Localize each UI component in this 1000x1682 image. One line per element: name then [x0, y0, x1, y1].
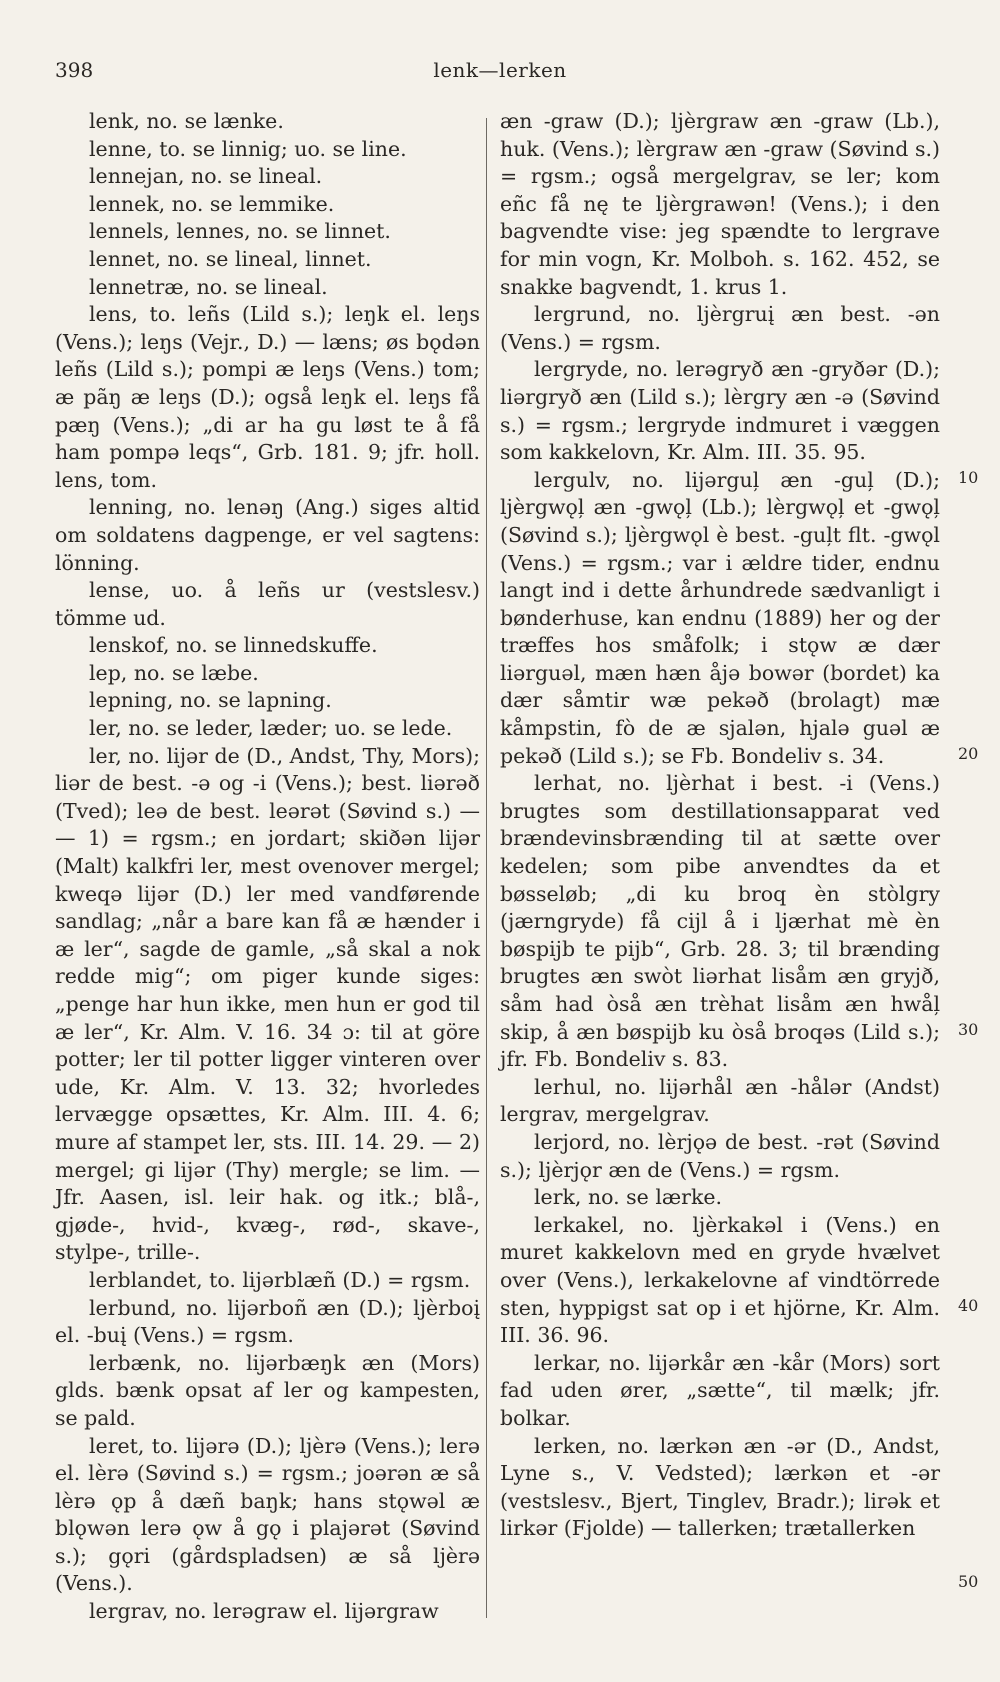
dictionary-entry: lenning, no. lenəŋ (Ang.) siges altid om soldatens dagpenge, er vel sagtens: lönning.: [55, 495, 480, 575]
dictionary-entry: lepning, no. se lapning.: [89, 688, 332, 713]
running-head: lenk—lerken: [433, 58, 567, 82]
dictionary-entry: lense, uo. å leñs ur (vestslesv.) tömme ud.: [55, 578, 480, 630]
dictionary-entry: leret, to. lijərə (D.); ljèrə (Vens.); lerə el. lèrə (Søvind s.) = rgsm.; joərən æ så lèrə ǫp å dæñ baŋk; hans stǫwəl æ blǫwən lerə ǫw å gǫ i plajərət (Søvind s.); gǫri (gårdspladsen) æ så ljèrə (Vens.).: [55, 1433, 480, 1596]
dictionary-entry: lerhul, no. lijərhål æn -hålər (Andst) lergrav, mergelgrav.: [500, 1074, 940, 1127]
dictionary-entry: lerhat, no. ljèrhat i best. -i (Vens.) brugtes som destillationsapparat ved brændevinsbrænding til at sætte over kedelen; som pibe anvendtes da et bøsseløb; „di ku broq èn stòlgry (jærngryde) få cijl å i ljærhat mè èn bøspijb te pijb“, Grb. 28. 3; til brænding brugtes æn swòt liərhat lisåm æn gryjð, såm had òså æn trèhat lisåm æn hwåļ skip, å æn bøspijb ku òså broqəs (Lild s.); jfr. Fb. Bondeliv s. 83.: [500, 771, 940, 1072]
dictionary-entry: lerkar, no. lijərkår æn -kår (Mors) sort fad uden ører, „sætte“, til mælk; jfr. bolkar.: [500, 1350, 940, 1430]
dictionary-entry: lerkakel, no. ljèrkakəl i (Vens.) en muret kakkelovn med en gryde hvælvet over (Vens.), lerkakelovne af vindtörrede sten, hyppigst sat op i et hjörne, Kr. Alm. III. 36. 96.: [500, 1212, 940, 1348]
dictionary-entry: lens, to. leñs (Lild s.); leŋk el. leŋs (Vens.); leŋs (Vejr., D.) — læns; øs bǫdən leñs (Lild s.); pompi æ leŋs (Vens.) tom; æ pãŋ æ leŋs (D.); også leŋk el. leŋs få pæŋ (Vens.); „di ar ha gu løst te å få ham pompə leqs“, Grb. 181. 9; jfr. holl. lens, tom.: [55, 302, 480, 492]
line-number: 10: [958, 468, 979, 487]
dictionary-entry: lergulv, no. lijərguļ æn -guļ (D.); ljèrgwǫļ æn -gwǫļ (Lb.); lèrgwǫļ et -gwǫļ (Søvind s.); ljèrgwǫl è best. -guļt flt. -gwǫl (Vens.) = rgsm.; var i ældre tider, endnu langt ind i dette århundrede sædvanligt i bønderhuse, kan endnu (1889) her og der træffes hos småfolk; i stǫw æ dær liərguəl, mæn hæn åjə bowər (bordet) ka dær såmtir wæ pekəð (brolagt) mæ kåmpstin, fò de æ sjalən, hjalə guəl æ pekəð (Lild s.); se Fb. Bondeliv s. 34.: [500, 467, 940, 768]
dictionary-entry: æn -graw (D.); ljèrgraw æn -graw (Lb.), huk. (Vens.); lèrgraw æn -graw (Søvind s.) = rgsm.; også mergelgrav, se ler; kom eñc få nę te ljèrgrawən! (Vens.); i den bagvendte vise: jeg spændte to lergrave for min vogn, Kr. Molboh. s. 162. 452, se snakke bagvendt, 1. krus 1.: [500, 109, 940, 299]
dictionary-entry: lerjord, no. lèrjǫə de best. -rət (Søvind s.); ljèrjǫr æn de (Vens.) = rgsm.: [500, 1129, 940, 1182]
dictionary-entry: lerbund, no. lijərboñ æn (D.); ljèrboį el. -buį (Vens.) = rgsm.: [55, 1295, 480, 1348]
dictionary-entry: lergryde, no. lerəgryð æn -gryðər (D.); liərgryð æn (Lild s.); lèrgry æn -ə (Søvind s.) = rgsm.; lergryde indmuret i væggen som kakkelovn, Kr. Alm. III. 35. 95.: [500, 357, 940, 465]
dictionary-entry: lerk, no. se lærke.: [534, 1185, 723, 1210]
dictionary-entry: lennet, no. se lineal, linnet.: [89, 246, 372, 271]
dictionary-entry: lenskof, no. se linnedskuffe.: [89, 633, 378, 658]
line-number: 40: [958, 1296, 979, 1315]
dictionary-entry: lennetræ, no. se lineal.: [89, 274, 328, 299]
line-number: 20: [958, 744, 979, 763]
dictionary-entry: lergrav, no. lerəgraw el. lijərgraw: [89, 1599, 439, 1624]
dictionary-entry: lerbænk, no. lijərbæŋk æn (Mors) glds. bænk opsat af ler og kampesten, se pald.: [55, 1350, 480, 1430]
page-number: 398: [55, 58, 94, 82]
dictionary-entry: lennels, lennes, no. se linnet.: [89, 219, 391, 244]
dictionary-entry: lerblandet, to. lijərblæñ (D.) = rgsm.: [89, 1267, 471, 1292]
right-column: [500, 108, 940, 1543]
dictionary-entry: lerken, no. lærkən æn -ər (D., Andst, Lyne s., V. Vedsted); lærkən et -ər (vestslesv., Bjert, Tinglev, Bradr.); lirək et lirkər (Fjolde) — tallerken; trætallerken: [500, 1433, 940, 1541]
dictionary-entry: lennejan, no. se lineal.: [89, 164, 323, 189]
dictionary-entry: lennek, no. se lemmike.: [89, 191, 335, 216]
dictionary-entry: ler, no. lijər de (D., Andst, Thy, Mors); liər de best. -ə og -i (Vens.); best. liərəð (Tved); leə de best. leərət (Søvind s.) — — 1) = rgsm.; en jordart; skiðən lijər (Malt) kalkfri ler, mest ovenover mergel; kweqə lijər (D.) ler med vandførende sandlag; „når a bare kan få æ hænder i æ ler“, sagde de gamle, „så skal a nok redde mig“; om piger kunde siges: „penge har hun ikke, men hun er god til æ ler“, Kr. Alm. V. 16. 34 ɔ: til at göre potter; ler til potter ligger vinteren over ude, Kr. Alm. V. 13. 32; hvorledes lervægge opsættes, Kr. Alm. III. 4. 6; mure af stampet ler, sts. III. 14. 29. — 2) mergel; gi lijər (Thy) mergle; se lim. — Jfr. Aasen, isl. leir hak. og itk.; blå-, gjøde-, hvid-, kvæg-, rød-, skave-, stylpe-, trille-.: [55, 743, 480, 1265]
dictionary-entry: lergrund, no. ljèrgruį æn best. -ən (Vens.) = rgsm.: [500, 302, 940, 354]
left-column: [55, 108, 480, 1626]
line-number: 30: [958, 1020, 979, 1039]
dictionary-entry: lep, no. se læbe.: [89, 660, 259, 685]
line-number: 50: [958, 1572, 979, 1591]
dictionary-entry: lenk, no. se lænke.: [89, 109, 284, 133]
dictionary-entry: ler, no. se leder, læder; uo. se lede.: [89, 716, 453, 741]
dictionary-entry: lenne, to. se linnig; uo. se line.: [89, 136, 407, 161]
page-header: [0, 52, 1000, 88]
